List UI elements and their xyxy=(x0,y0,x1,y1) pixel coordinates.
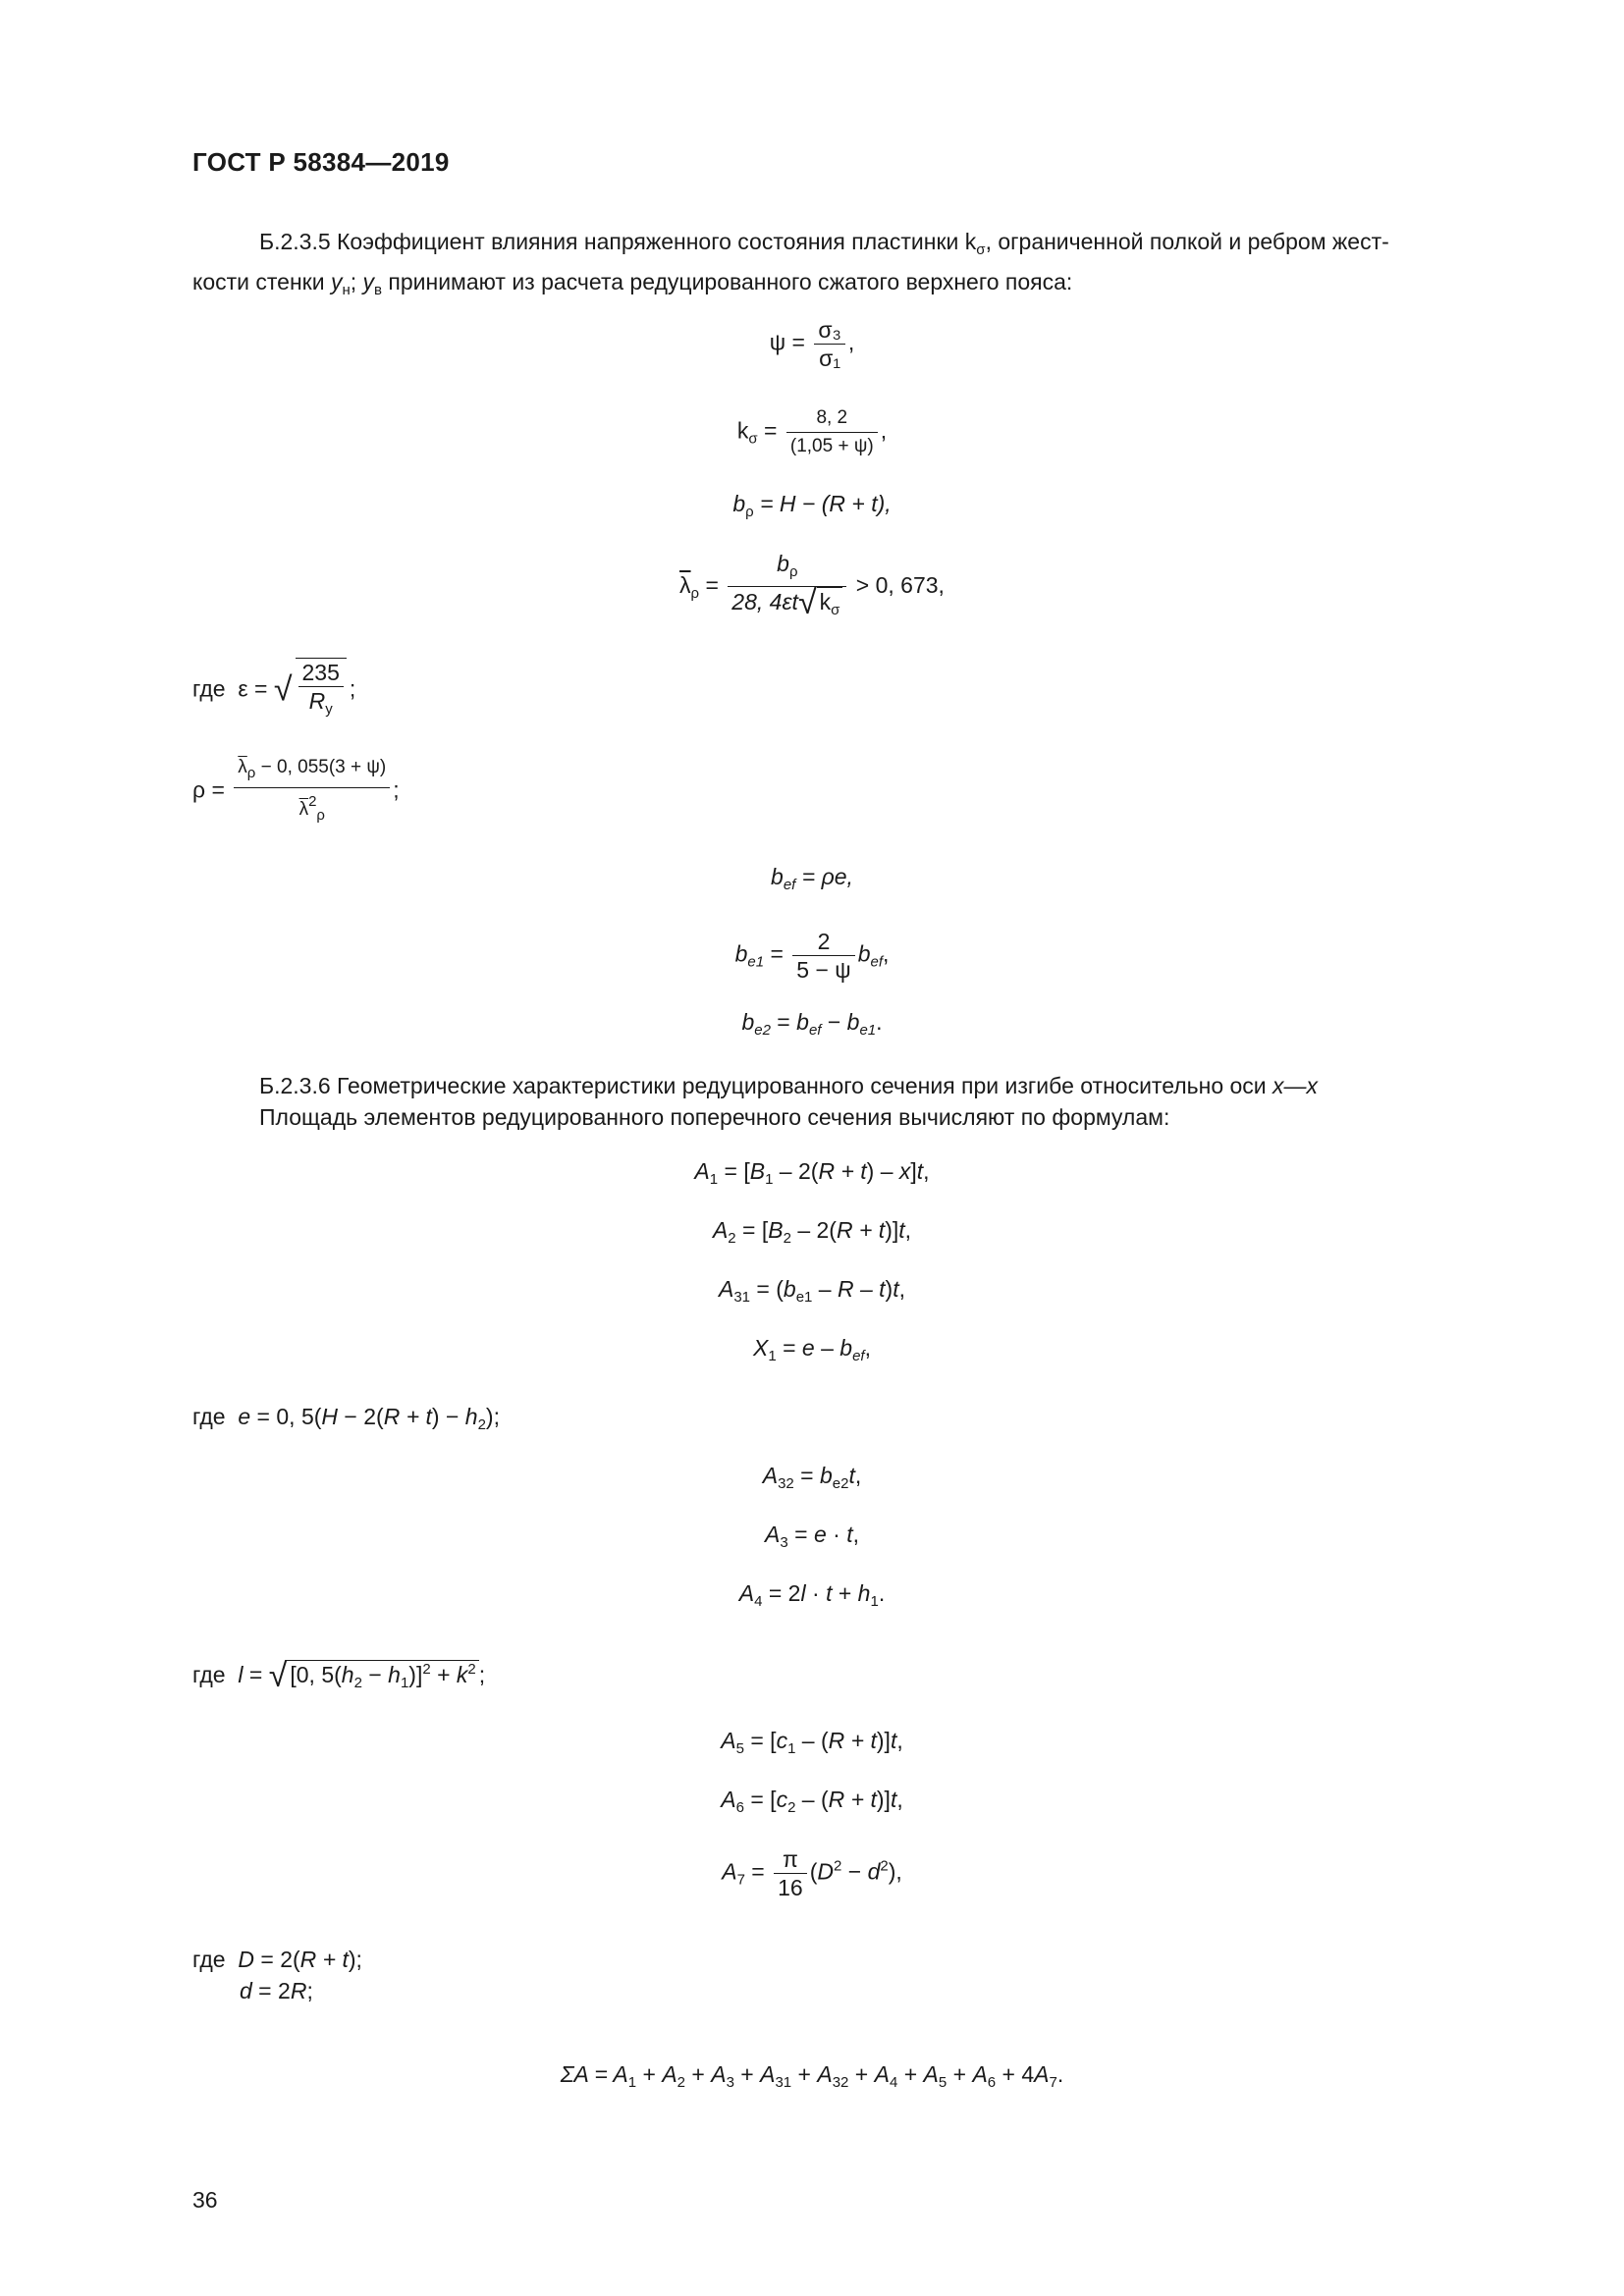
formula-a7: $A_7$ = $\frac{\pi}{16}$ $(D^2 - d^2)$, xyxy=(722,1846,902,1900)
sum-operator: + 4 xyxy=(996,2061,1035,2087)
section-236-paragraph xyxy=(192,1070,1533,1133)
formula-b-rho: $b_\rho = H - (R + t)$, xyxy=(732,491,892,520)
sum-terms xyxy=(613,2061,1064,2091)
sum-term-subscript: 7 xyxy=(1049,2074,1057,2091)
sum-term-7: A xyxy=(923,2061,939,2087)
formula-sum: $\Sigma A = A_1 + A_2 + A_3 + A_{31} + A_{32} + A_4 + A_5 + A_6 + 4A_7$. xyxy=(560,2061,1064,2091)
formula-a32: $A_{32} = b_{e2}t$, xyxy=(762,1463,862,1492)
sum-operator: . xyxy=(1056,2061,1064,2087)
page-number: 36 xyxy=(192,2187,218,2213)
section-236-line1: Б.2.3.6 Геометрические характеристики редуцированного сечения при изгибе относительно оси х—х xyxy=(259,1073,1319,1098)
sum-operator: + xyxy=(791,2061,818,2087)
sum-operator: + xyxy=(733,2061,761,2087)
formula-b-e1: $b_{e1}$ = $\frac{2}{5 - \psi}$ $b_{ef}$, xyxy=(734,929,890,983)
sum-term-5: A xyxy=(817,2061,833,2087)
sum-term-1: A xyxy=(613,2061,628,2087)
document-header: ГОСТ Р 58384—2019 xyxy=(192,147,450,177)
formula-a31: $A_{31} = (b_{e1} - R - t)t$, xyxy=(719,1276,905,1306)
sum-term-subscript: 5 xyxy=(938,2074,947,2091)
sum-operator: + xyxy=(897,2061,924,2087)
sum-operator: + xyxy=(685,2061,712,2087)
formula-a2: $A_2 = [B_2 - 2(R + t)]t$, xyxy=(712,1217,912,1247)
formula-a6: $A_6 = [c_2 - (R + t)]t$, xyxy=(721,1787,903,1816)
formula-k-sigma: $k_\sigma$ = $\frac{8, 2}{(1,05 + \psi)}$ , xyxy=(0,404,1624,460)
sum-operator: + xyxy=(848,2061,875,2087)
sum-term-9: A xyxy=(1034,2061,1050,2087)
sum-term-6: A xyxy=(874,2061,890,2087)
formula-rho: ρ = $\frac{\overline{\lambda}_\rho - 0, 055(3 + \psi)}{\overline{\lambda}^2_\rho}$ ; xyxy=(192,754,400,829)
section-235-line2: кости стенки $у_н$; $у_в$ принимают из расчета редуцированного сжатого верхнего пояса: xyxy=(192,269,1073,298)
where-e: где e = 0, $5(H - 2(R + t) - h_2)$; xyxy=(192,1404,500,1433)
formula-psi: ψ = $\frac{\text{σ₃}}{\text{σ₁}}$ , xyxy=(769,317,855,371)
formula-a1: $A_1 = [B_1 - 2(R + t) - x]t$, xyxy=(694,1158,930,1188)
where-l: где l = √ [0, $5(h_2 - h_1)]^2 + k^2$ ; xyxy=(192,1657,486,1694)
formula-a4: $A_4 = 2l \cdot t + h_1$. xyxy=(738,1580,886,1610)
where-epsilon: где ε = √ $\frac{235}{R_y}$ ; xyxy=(192,658,355,723)
where-d: где D = 2(R + t); d = 2R; xyxy=(192,1947,362,2003)
sum-term-subscript: 2 xyxy=(677,2074,685,2091)
formula-b-e2: $b_{e2} = b_{ef} - b_{e1}$. xyxy=(741,1009,883,1039)
sum-operator: + xyxy=(947,2061,973,2087)
formula-b-ef: $b_{ef} = \rho e$, xyxy=(771,864,853,893)
sum-term-subscript: 4 xyxy=(889,2074,898,2091)
formula-a5: $A_5 = [c_1 - (R + t)]t$, xyxy=(721,1728,903,1757)
sum-term-subscript: 31 xyxy=(775,2074,792,2091)
sum-operator: + xyxy=(636,2061,663,2087)
section-235-paragraph xyxy=(192,226,1533,306)
sum-term-subscript: 6 xyxy=(987,2074,997,2091)
section-235-line1: Б.2.3.5 Коэффициент влияния напряженного состояния пластинки $k_\sigma$, ограниченной полкой и ребром жест- xyxy=(259,229,1389,258)
formula-lambda-rho: $\overline{\lambda}_\rho$ = $\frac{b_\rho}{28, 4\varepsilon t√ k_\sigma}$ > 0, 673, xyxy=(0,550,1624,624)
sum-term-4: A xyxy=(760,2061,776,2087)
sum-term-8: A xyxy=(972,2061,988,2087)
formula-a3: $A_3 = e \cdot t$, xyxy=(765,1522,859,1551)
sum-term-3: A xyxy=(711,2061,727,2087)
formula-x1: $X_1 = e - b_{ef}$, xyxy=(753,1335,871,1364)
sum-term-2: A xyxy=(662,2061,677,2087)
section-236-line2: Площадь элементов редуцированного поперечного сечения вычисляют по формулам: xyxy=(259,1104,1170,1130)
sum-term-subscript: 3 xyxy=(726,2074,734,2091)
sum-term-subscript: 1 xyxy=(627,2074,637,2091)
sum-term-subscript: 32 xyxy=(832,2074,849,2091)
